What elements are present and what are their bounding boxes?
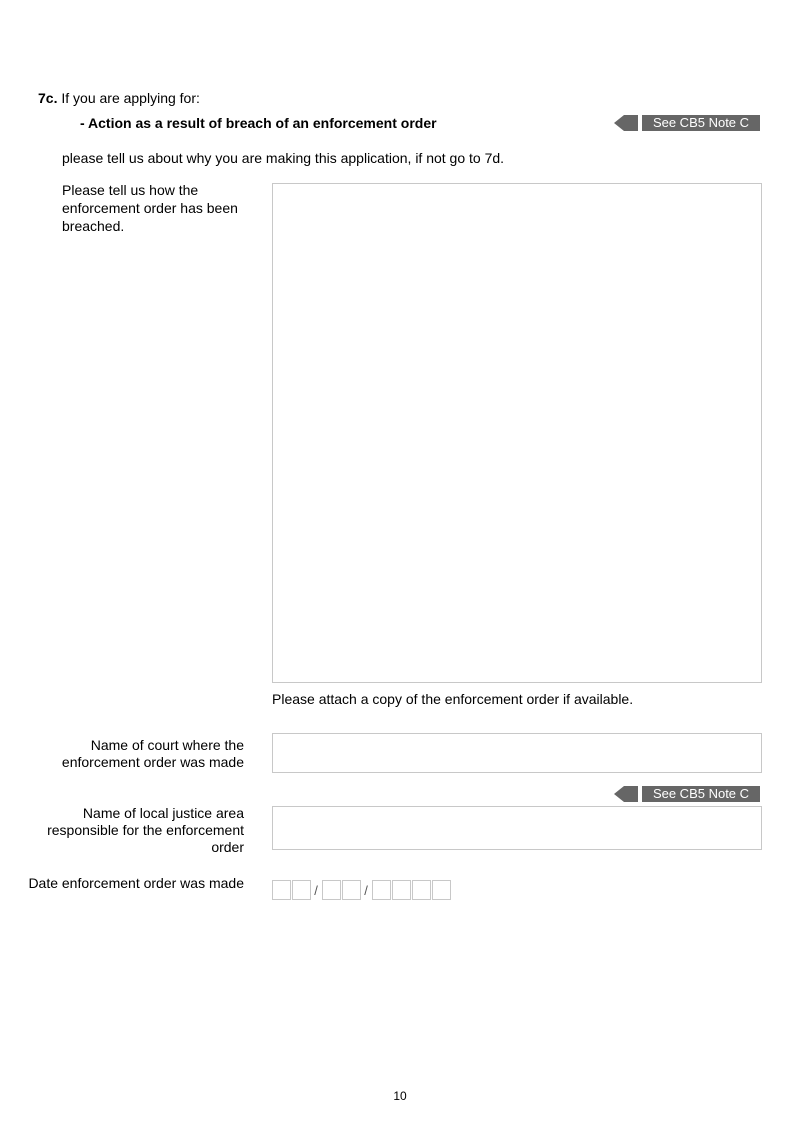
date-input-group — [272, 880, 452, 900]
note-arrow-icon — [614, 786, 624, 802]
lja-input[interactable] — [272, 806, 762, 850]
date-day-digit-1[interactable] — [272, 880, 291, 900]
court-name-input[interactable] — [272, 733, 762, 773]
date-year-digit-2[interactable] — [392, 880, 411, 900]
note-label: See CB5 Note C — [642, 115, 760, 131]
date-label: Date enforcement order was made — [28, 875, 244, 891]
note-label: See CB5 Note C — [642, 786, 760, 802]
date-year-digit-1[interactable] — [372, 880, 391, 900]
page-number: 10 — [393, 1089, 407, 1103]
breach-label: Please tell us how the enforcement order has been breached. — [62, 182, 238, 234]
question-intro: If you are applying for: — [61, 90, 200, 106]
court-label: Name of court where the enforcement order was made — [61, 737, 244, 770]
breach-textarea[interactable] — [272, 183, 762, 683]
note-arrow-icon — [614, 115, 624, 131]
date-separator: / — [314, 882, 318, 898]
note-tag-cb5-c-2 — [614, 786, 760, 802]
date-month-digit-2[interactable] — [342, 880, 361, 900]
bullet-action-breach: - Action as a result of breach of an enforcement order — [80, 115, 437, 131]
lja-label: Name of local justice area responsible for the enforcement order — [47, 805, 244, 855]
question-number: 7c. — [38, 90, 58, 106]
attach-note: Please attach a copy of the enforcement order if available. — [272, 691, 634, 707]
instruction-text: please tell us about why you are making this application, if not go to 7d. — [62, 150, 505, 166]
date-day-digit-2[interactable] — [292, 880, 311, 900]
date-year-digit-3[interactable] — [412, 880, 431, 900]
question-heading — [38, 90, 200, 106]
date-year-digit-4[interactable] — [432, 880, 451, 900]
date-month-digit-1[interactable] — [322, 880, 341, 900]
note-tag-cb5-c-1 — [614, 115, 760, 131]
date-separator: / — [364, 882, 368, 898]
